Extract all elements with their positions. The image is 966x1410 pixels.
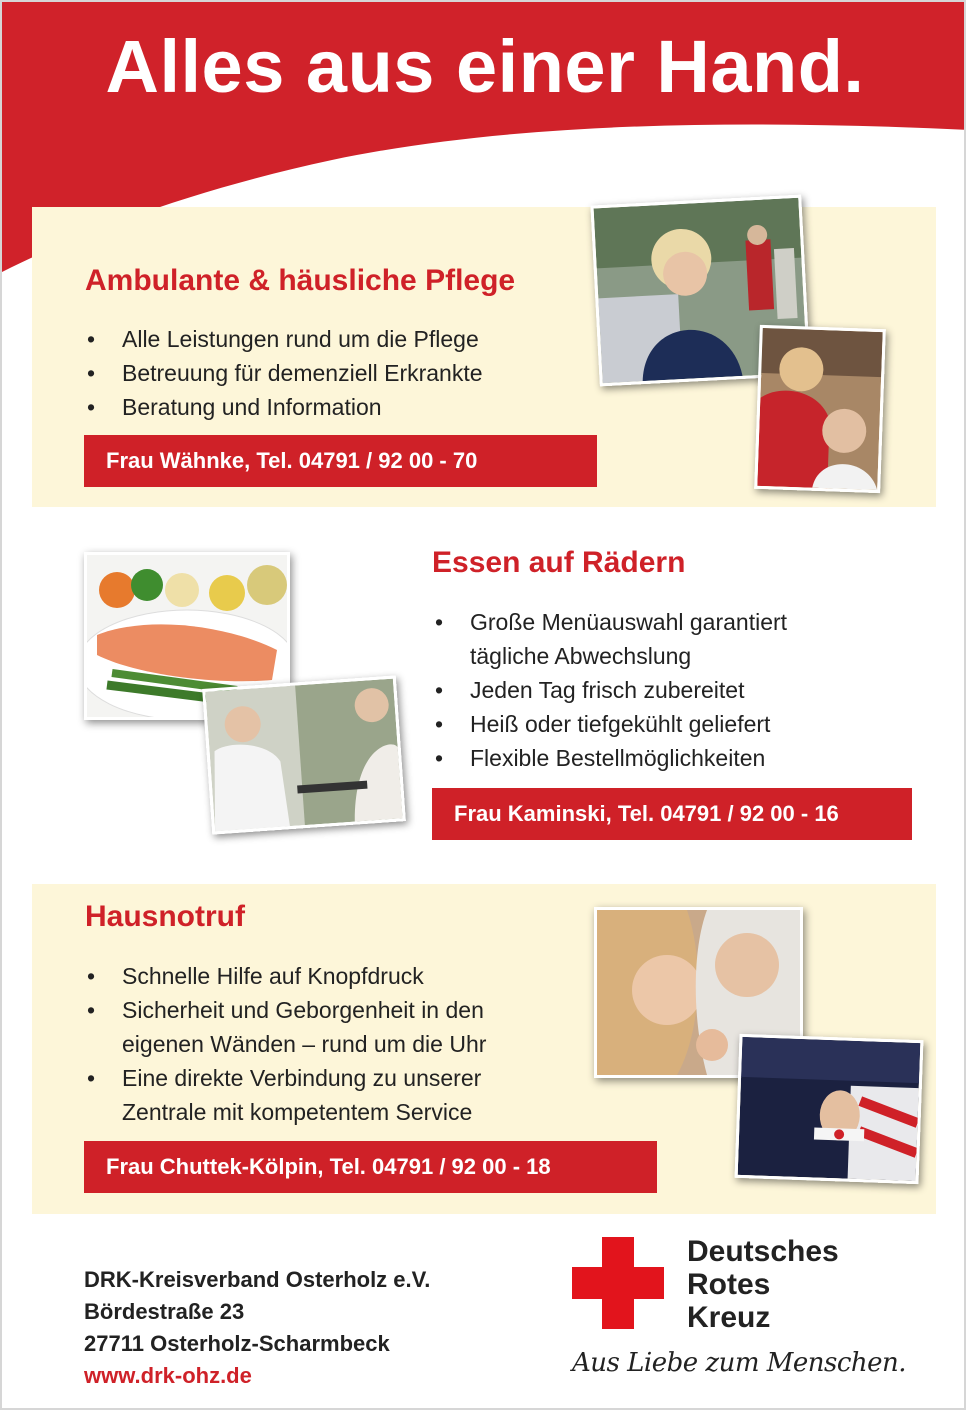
headline: Alles aus einer Hand. (105, 25, 865, 108)
slogan: Aus Liebe zum Menschen. (572, 1348, 907, 1378)
website-link[interactable]: www.drk-ohz.de (84, 1363, 252, 1388)
section-title-pflege: Ambulante & häusliche Pflege (85, 264, 516, 297)
continuation-text: tägliche Abwechslung (470, 643, 692, 669)
address-block (84, 1264, 430, 1392)
list-item-continuation (432, 639, 787, 673)
photo-meal-delivery (202, 675, 406, 834)
list-item-continuation (84, 1095, 486, 1129)
org-name: DRK-Kreisverband Osterholz e.V. (84, 1267, 431, 1292)
bullet-list-hausnotruf (84, 959, 486, 1129)
list-item: • Beratung und Information (84, 390, 483, 424)
list-item: • Sicherheit und Geborgenheit in den (84, 993, 486, 1027)
contact-bar-hausnotruf[interactable]: Frau Chuttek-Kölpin, Tel. 04791 / 92 00 - 18 (84, 1141, 657, 1193)
bullet-list-pflege (84, 322, 483, 424)
logo-line: Rotes (687, 1268, 771, 1301)
photo-emergency-button (735, 1034, 924, 1184)
city: 27711 Osterholz-Scharmbeck (84, 1331, 390, 1356)
street: Bördestraße 23 (84, 1299, 245, 1324)
continuation-text: Zentrale mit kompetentem Service (122, 1099, 473, 1125)
contact-bar-pflege[interactable]: Frau Wähnke, Tel. 04791 / 92 00 - 70 (84, 435, 597, 487)
continuation-text: eigenen Wänden – rund um die Uhr (122, 1031, 487, 1057)
red-cross-icon (572, 1237, 664, 1329)
photo-caregiver-senior (754, 325, 886, 493)
list-item: • Flexible Bestellmöglichkeiten (432, 741, 787, 775)
list-item: • Eine direkte Verbindung zu unserer (84, 1061, 486, 1095)
list-item-continuation (84, 1027, 486, 1061)
list-item: • Betreuung für demenziell Erkrankte (84, 356, 483, 390)
contact-bar-essen[interactable]: Frau Kaminski, Tel. 04791 / 92 00 - 16 (432, 788, 912, 840)
section-title-essen: Essen auf Rädern (432, 546, 686, 579)
list-item: • Große Menüauswahl garantiert (432, 605, 787, 639)
list-item: • Schnelle Hilfe auf Knopfdruck (84, 959, 486, 993)
list-item: • Jeden Tag frisch zubereitet (432, 673, 787, 707)
section-title-hausnotruf: Hausnotruf (85, 900, 245, 933)
list-item: • Alle Leistungen rund um die Pflege (84, 322, 483, 356)
drk-logo-text (687, 1235, 839, 1334)
logo-line: Deutsches (687, 1235, 839, 1268)
logo-line: Kreuz (687, 1301, 771, 1334)
list-item: • Heiß oder tiefgekühlt geliefert (432, 707, 787, 741)
bullet-list-essen (432, 605, 787, 775)
